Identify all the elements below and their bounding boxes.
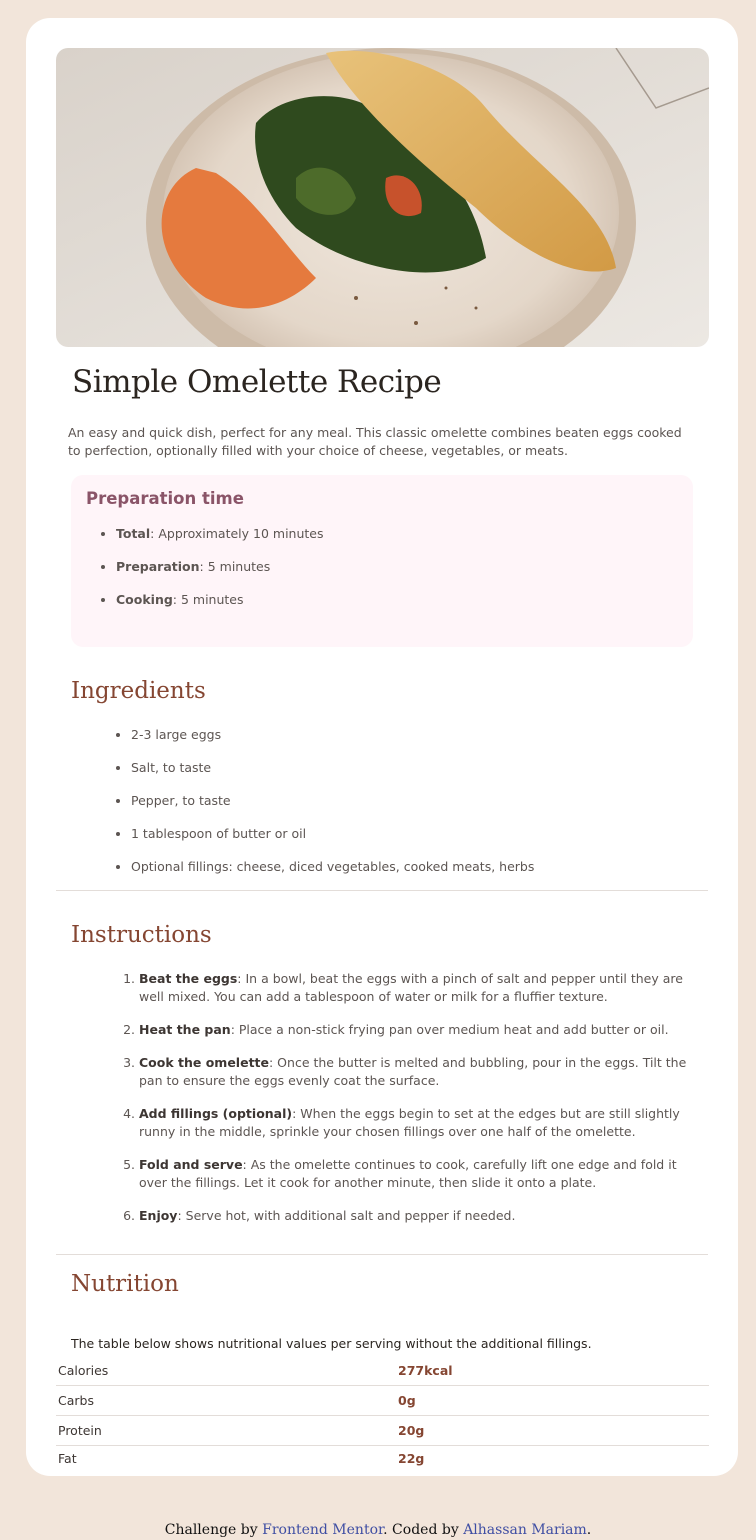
- preparation-box: [71, 475, 693, 647]
- list-item: • 1 tablespoon of butter or oil: [131, 825, 691, 842]
- list-item: • Pepper, to taste: [131, 792, 691, 809]
- nutrient-value: 277kcal: [396, 1356, 709, 1386]
- recipe-intro: An easy and quick dish, perfect for any meal. This classic omelette combines beaten eggs cooked to perfection, optionally filled with your choice of cheese, vegetables, or meats.: [68, 425, 682, 458]
- footer-middle: . Coded by: [383, 1522, 464, 1538]
- prep-label: Preparation: [116, 559, 200, 574]
- author-link[interactable]: Alhassan Mariam: [463, 1522, 587, 1538]
- list-item: [139, 970, 699, 1006]
- nutrient-value: 20g: [396, 1416, 709, 1446]
- attribution-footer: [0, 1522, 756, 1538]
- prep-label: Cooking: [116, 592, 173, 607]
- list-item: [139, 1207, 699, 1225]
- nutrition-description: The table below shows nutritional values per serving without the additional fillings.: [71, 1336, 592, 1351]
- preparation-heading: Preparation time: [86, 489, 244, 508]
- nutrition-heading: Nutrition: [71, 1271, 179, 1297]
- step-text: : When the eggs begin to set at the edges but are still slightly runny in the middle, sprinkle your chosen fillings over one half of the omelette.: [139, 1106, 680, 1139]
- list-item: • Salt, to taste: [131, 759, 691, 776]
- step-text: : Once the butter is melted and bubbling, pour in the eggs. Tilt the pan to ensure the eggs evenly coat the surface.: [139, 1055, 687, 1088]
- prep-text: : Approximately 10 minutes: [150, 526, 324, 541]
- nutrient-value: 22g: [398, 1450, 425, 1466]
- table-row: [56, 1416, 709, 1446]
- step-text: : In a bowl, beat the eggs with a pinch of salt and pepper until they are well mixed. You can add a tablespoon of water or milk for a fluffier texture.: [139, 971, 683, 1004]
- footer-suffix: .: [586, 1522, 592, 1538]
- divider: [56, 890, 708, 891]
- nutrient-label: Carbs: [56, 1386, 396, 1416]
- footer-prefix: Challenge by: [164, 1522, 263, 1538]
- list-item: • Optional fillings: cheese, diced vegetables, cooked meats, herbs: [131, 858, 691, 875]
- nutrient-label: Fat: [58, 1450, 77, 1466]
- nutrient-value: 0g: [396, 1386, 709, 1416]
- list-item: • 2-3 large eggs: [131, 726, 691, 743]
- list-item: [139, 1054, 699, 1090]
- recipe-card: [26, 18, 738, 1476]
- step-label: Enjoy: [139, 1208, 178, 1223]
- nutrient-label: Calories: [56, 1356, 396, 1386]
- ingredients-heading: Ingredients: [71, 678, 206, 704]
- list-item: [116, 591, 676, 608]
- page-title: Simple Omelette Recipe: [72, 364, 442, 400]
- frontend-mentor-link[interactable]: Frontend Mentor: [262, 1522, 384, 1538]
- step-label: Beat the eggs: [139, 971, 238, 986]
- list-item: [139, 1105, 699, 1141]
- step-label: Heat the pan: [139, 1022, 231, 1037]
- prep-text: : 5 minutes: [199, 559, 271, 574]
- preparation-list: [71, 525, 676, 624]
- prep-text: : 5 minutes: [172, 592, 244, 607]
- list-item: [139, 1021, 699, 1039]
- step-label: Fold and serve: [139, 1157, 243, 1172]
- table-row: [56, 1386, 709, 1416]
- step-label: Add fillings (optional): [139, 1106, 293, 1121]
- instructions-list: [26, 970, 699, 1240]
- list-item: [116, 558, 676, 575]
- nutrition-table: [56, 1356, 709, 1470]
- table-row: [56, 1446, 709, 1471]
- table-row: [56, 1356, 709, 1386]
- step-text: : Serve hot, with additional salt and pepper if needed.: [177, 1208, 516, 1223]
- instructions-heading: Instructions: [71, 922, 212, 948]
- list-item: [139, 1156, 699, 1192]
- step-text: : Place a non-stick frying pan over medium heat and add butter or oil.: [230, 1022, 669, 1037]
- prep-label: Total: [116, 526, 151, 541]
- nutrient-label: Protein: [56, 1416, 396, 1446]
- step-text: : As the omelette continues to cook, carefully lift one edge and fold it over the fillings. Let it cook for another minute, then slide it onto a plate.: [139, 1157, 677, 1190]
- ingredients-list: [26, 726, 691, 891]
- list-item: [116, 525, 676, 542]
- divider: [56, 1254, 708, 1255]
- omelette-image: [56, 48, 709, 347]
- step-label: Cook the omelette: [139, 1055, 269, 1070]
